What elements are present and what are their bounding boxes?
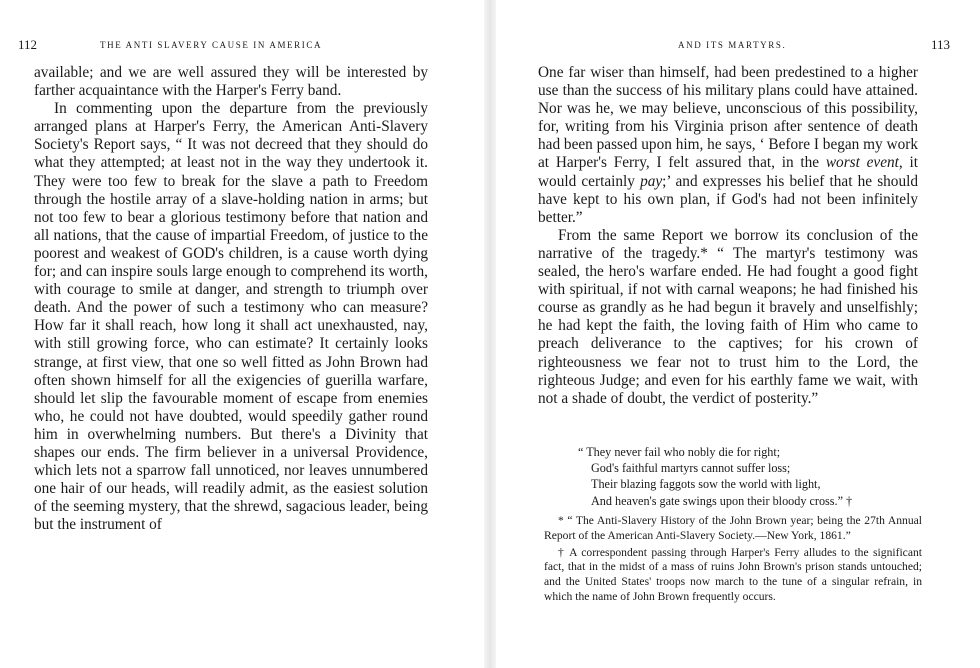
worst-event-emphasis: worst event [825, 154, 899, 172]
right-page [500, 0, 980, 668]
left-page [0, 0, 480, 668]
left-body-text [34, 64, 428, 534]
poem-line: “ They never fail who nobly die for right; [578, 445, 781, 459]
left-paragraph-1: available; and we are well assured they will be interested by farther acquaintance with the Harper's Ferry band. [34, 64, 428, 100]
footnote-2: † A correspondent passing through Harper's Ferry alludes to the significant fact, that in the midst of a mass of ruins John Brown's prison stands untouched; and the United States' troops now march to the tune of a singular refrain, in which the name of John Brown frequently occurs. [544, 545, 922, 603]
poem-line: God's faithful martyrs cannot suffer loss; [591, 461, 791, 476]
left-running-head [0, 37, 480, 54]
poem-quote [578, 444, 918, 509]
right-running-title: AND ITS MARTYRS. [678, 40, 787, 50]
left-page-number: 112 [18, 37, 38, 52]
right-running-head [500, 37, 980, 54]
right-paragraph-2: From the same Report we borrow its conclusion of the narrative of the tragedy.* “ The martyr's testimony was sealed, the hero's warfare ended. He had fought a good fight with spiritual, if not with carnal weapons; he had finished his course as grandly as he had begun it bravely and unselfishly; he had kept the faith, the loving faith of Him who came to preach deliverance to the captives; for his crown of righteousness we fear not to trust him to the Lord, the righteous Judge; and even for his earthly fame we wait, with not a shade of doubt, the verdict of posterity.” [538, 226, 918, 407]
poem-line: Their blazing faggots sow the world with light, [591, 477, 821, 492]
right-body-text [538, 64, 918, 408]
poem-line: And heaven's gate swings upon their bloody cross.” † [591, 493, 853, 508]
left-paragraph-2: In commenting upon the departure from the previously arranged plans at Harper's Ferry, the American Anti-Slavery Society's Report says, “ It was not decreed that they should do what they attempted; at least not in the way they undertook it. They were too few to break for the slave a path to Freedom through the hostile array of a slave-holding nation in arms; but not too few to bear a glorious testimony before that nation and all nations, that the cause of impartial Freedom, of justice to the poorest and weakest of GOD's children, is a cause worth dying for; and can inspire souls large enough to comprehend its worth, with courage to smile at danger, and strength to triumph over death. And the power of such a testimony who can measure? How far it shall reach, how long it shall act unexhausted, nay, with still growing force, who can estimate? It certainly looks strange, at first view, that one so well fitted as John Brown had often shown himself for all the exigencies of guerilla warfare, should let slip the favourable moment of escape from enemies who, he could not have doubted, would speedily gather round him in overwhelming numbers. But there's a Divinity that shapes our ends. The firm believer in a universal Providence, which lets not a sparrow fall unnoticed, nor leaves unnumbered one hair of our heads, will readily admit, as the easiest solution of the seeming mystery, that the shrewd, sagacious leader, being but the instrument of [34, 100, 428, 534]
right-page-number: 113 [930, 37, 950, 52]
right-paragraph-1-end: ;’ and expresses his belief that he should have kept to his own plan, if God's had not been infinitely better.” [538, 172, 918, 226]
left-running-title: THE ANTI SLAVERY CAUSE IN AMERICA [100, 40, 323, 50]
right-paragraph-1 [538, 64, 918, 227]
footnotes [544, 514, 922, 607]
book-spine [484, 0, 496, 668]
right-paragraph-1-start: One far wiser than himself, had been predestined to a higher use than the success of his military plans could have attained. Nor was he, we may believe, unconscious of this possibility, for, writing from his Virginia prison after sentence of death had been passed upon him, he says, ‘ Before I began my work at Harper's Ferry, I felt assured that, in the [538, 64, 918, 172]
footnote-1: * “ The Anti-Slavery History of the John Brown year; being the 27th Annual Report of the American Anti-Slavery Society.—New York, 1861.” [544, 514, 922, 542]
right-paragraph-1-mid: , it would certainly [538, 154, 919, 190]
pay-emphasis: pay [640, 172, 663, 190]
